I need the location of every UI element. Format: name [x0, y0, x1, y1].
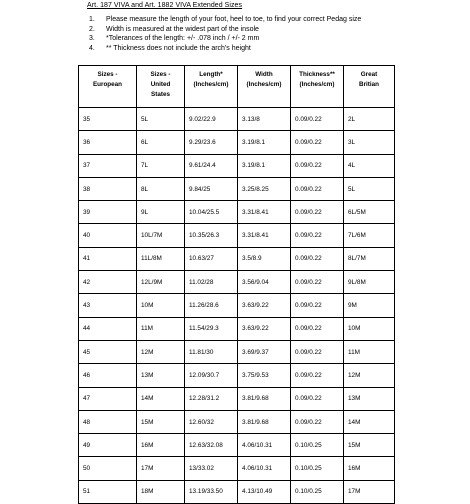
cell-sizes-european: 41: [79, 247, 137, 270]
cell-width: 3.63/9.22: [238, 294, 291, 317]
cell-length: 11.02/28: [185, 271, 238, 294]
cell-great-britian: 15M: [344, 434, 395, 457]
cell-thickness: 0.09/0.22: [291, 271, 344, 294]
table-row: [79, 340, 395, 363]
instruction-number: 1.: [89, 16, 95, 23]
cell-sizes-united-states: 16M: [137, 434, 185, 457]
cell-width: 4.13/10.49: [238, 480, 291, 503]
instruction-number: 3.: [89, 35, 95, 43]
cell-sizes-european: 45: [79, 340, 137, 363]
cell-sizes-european: 42: [79, 271, 137, 294]
cell-sizes-united-states: 10M: [137, 294, 185, 317]
cell-thickness: 0.09/0.22: [291, 131, 344, 154]
cell-sizes-european: 35: [79, 108, 137, 131]
cell-sizes-united-states: 18M: [137, 480, 185, 503]
cell-sizes-european: 50: [79, 457, 137, 480]
instruction-text: ** Thickness does not include the arch's height: [106, 44, 251, 52]
cell-length: 11.54/29.3: [185, 317, 238, 340]
cell-great-britian: 3L: [344, 131, 395, 154]
cell-sizes-european: 40: [79, 224, 137, 247]
cell-length: 10.63/27: [185, 247, 238, 270]
cell-thickness: 0.09/0.22: [291, 364, 344, 387]
cell-sizes-united-states: 15M: [137, 410, 185, 433]
cell-length: 12.28/31.2: [185, 387, 238, 410]
cell-sizes-united-states: 14M: [137, 387, 185, 410]
column-header-sizes-united-states: [137, 66, 185, 108]
cell-length: 10.04/25.5: [185, 201, 238, 224]
cell-sizes-united-states: 5L: [137, 108, 185, 131]
instruction-number: 4.: [89, 44, 95, 52]
table-row: [79, 387, 395, 410]
table-row: [79, 434, 395, 457]
column-header-thickness: [291, 66, 344, 108]
cell-width: 4.06/10.31: [238, 457, 291, 480]
cell-thickness: 0.10/0.25: [291, 457, 344, 480]
cell-sizes-european: 44: [79, 317, 137, 340]
cell-sizes-united-states: 8L: [137, 177, 185, 200]
table-row: [79, 410, 395, 433]
cell-sizes-european: 39: [79, 201, 137, 224]
cell-length: 9.02/22.9: [185, 108, 238, 131]
header-text: (Inches/cm): [246, 81, 282, 88]
cell-thickness: 0.09/0.22: [291, 224, 344, 247]
column-header-great-britian: [344, 66, 395, 108]
table-row: [79, 247, 395, 270]
cell-sizes-united-states: 17M: [137, 457, 185, 480]
cell-thickness: 0.09/0.22: [291, 108, 344, 131]
cell-thickness: 0.09/0.22: [291, 201, 344, 224]
table-row: [79, 364, 395, 387]
instruction-item: [89, 44, 361, 54]
cell-length: 9.61/24.4: [185, 154, 238, 177]
cell-great-britian: 17M: [344, 480, 395, 503]
table-row: [79, 317, 395, 340]
cell-sizes-united-states: 12M: [137, 340, 185, 363]
cell-great-britian: 7L/6M: [344, 224, 395, 247]
header-text: United: [150, 81, 171, 88]
cell-width: 3.75/9.53: [238, 364, 291, 387]
cell-length: 9.84/25: [185, 177, 238, 200]
document-title: Art. 187 VIVA and Art. 1882 VIVA Extended Sizes: [87, 2, 243, 9]
cell-sizes-european: 36: [79, 131, 137, 154]
cell-width: 3.63/9.22: [238, 317, 291, 340]
header-text: Great: [360, 71, 378, 78]
table-row: [79, 480, 395, 503]
cell-length: 12.09/30.7: [185, 364, 238, 387]
header-text: European: [92, 81, 123, 88]
instruction-number: 2.: [89, 25, 95, 33]
cell-sizes-united-states: 10L/7M: [137, 224, 185, 247]
cell-sizes-united-states: 6L: [137, 131, 185, 154]
table-row: [79, 177, 395, 200]
column-header-length: [185, 66, 238, 108]
cell-thickness: 0.10/0.25: [291, 480, 344, 503]
cell-length: 13/33.02: [185, 457, 238, 480]
cell-width: 3.25/8.25: [238, 177, 291, 200]
instruction-text: Width is measured at the widest part of the insole: [106, 25, 259, 33]
cell-width: 3.19/8.1: [238, 154, 291, 177]
table-body: [79, 108, 395, 504]
cell-great-britian: 6L/5M: [344, 201, 395, 224]
size-chart-table: [78, 65, 395, 504]
cell-sizes-european: 37: [79, 154, 137, 177]
instruction-text: *Tolerances of the length: +/- .078 inch / +/- 2 mm: [106, 35, 260, 43]
cell-sizes-european: 46: [79, 364, 137, 387]
table-row: [79, 271, 395, 294]
cell-width: 3.56/9.04: [238, 271, 291, 294]
cell-length: 11.81/30: [185, 340, 238, 363]
header-text: (Inches/cm): [299, 81, 335, 88]
cell-great-britian: 10M: [344, 317, 395, 340]
instruction-item: [89, 15, 361, 25]
cell-great-britian: 9M: [344, 294, 395, 317]
table-row: [79, 108, 395, 131]
cell-great-britian: 5L: [344, 177, 395, 200]
cell-width: 3.31/8.41: [238, 201, 291, 224]
cell-thickness: 0.09/0.22: [291, 387, 344, 410]
cell-sizes-united-states: 13M: [137, 364, 185, 387]
table-header-row: [79, 66, 395, 108]
cell-great-britian: 9L/8M: [344, 271, 395, 294]
cell-thickness: 0.09/0.22: [291, 340, 344, 363]
cell-sizes-european: 51: [79, 480, 137, 503]
header-text: Width: [255, 71, 273, 78]
cell-width: 4.06/10.31: [238, 434, 291, 457]
cell-sizes-united-states: 12L/9M: [137, 271, 185, 294]
table-row: [79, 131, 395, 154]
cell-sizes-european: 48: [79, 410, 137, 433]
cell-great-britian: 14M: [344, 410, 395, 433]
cell-width: 3.19/8.1: [238, 131, 291, 154]
table-row: [79, 201, 395, 224]
cell-thickness: 0.09/0.22: [291, 177, 344, 200]
column-header-width: [238, 66, 291, 108]
cell-great-britian: 13M: [344, 387, 395, 410]
header-text: Length*: [199, 71, 223, 78]
cell-sizes-united-states: 7L: [137, 154, 185, 177]
instruction-item: [89, 25, 361, 35]
instructions-list: [89, 15, 361, 53]
header-text: Britian: [359, 81, 379, 88]
cell-thickness: 0.09/0.22: [291, 294, 344, 317]
cell-thickness: 0.09/0.22: [291, 154, 344, 177]
cell-width: 3.5/8.9: [238, 247, 291, 270]
instruction-text: Please measure the length of your foot, heel to toe, to find your correct Pedag size: [106, 16, 362, 23]
cell-length: 12.60/32: [185, 410, 238, 433]
cell-sizes-united-states: 11L/8M: [137, 247, 185, 270]
cell-sizes-united-states: 9L: [137, 201, 185, 224]
cell-great-britian: 12M: [344, 364, 395, 387]
header-text: Sizes -: [150, 71, 171, 78]
cell-sizes-united-states: 11M: [137, 317, 185, 340]
table-row: [79, 294, 395, 317]
cell-thickness: 0.09/0.22: [291, 247, 344, 270]
header-text: (Inches/cm): [193, 81, 229, 88]
cell-width: 3.69/9.37: [238, 340, 291, 363]
header-text: States: [151, 91, 170, 98]
cell-length: 11.26/28.6: [185, 294, 238, 317]
cell-sizes-european: 43: [79, 294, 137, 317]
cell-width: 3.81/9.68: [238, 410, 291, 433]
instruction-item: [89, 34, 361, 44]
cell-length: 12.63/32.08: [185, 434, 238, 457]
header-text: Thickness**: [299, 71, 335, 78]
cell-great-britian: 4L: [344, 154, 395, 177]
cell-thickness: 0.09/0.22: [291, 317, 344, 340]
cell-thickness: 0.10/0.25: [291, 434, 344, 457]
cell-great-britian: 2L: [344, 108, 395, 131]
cell-sizes-european: 49: [79, 434, 137, 457]
table-row: [79, 154, 395, 177]
cell-great-britian: 11M: [344, 340, 395, 363]
column-header-sizes-european: [79, 66, 137, 108]
cell-great-britian: 8L/7M: [344, 247, 395, 270]
table-row: [79, 224, 395, 247]
cell-great-britian: 16M: [344, 457, 395, 480]
cell-sizes-european: 47: [79, 387, 137, 410]
header-text: Sizes -: [97, 71, 118, 78]
cell-sizes-european: 38: [79, 177, 137, 200]
cell-length: 10.35/26.3: [185, 224, 238, 247]
cell-thickness: 0.09/0.22: [291, 410, 344, 433]
cell-length: 9.29/23.6: [185, 131, 238, 154]
cell-width: 3.13/8: [238, 108, 291, 131]
cell-width: 3.31/8.41: [238, 224, 291, 247]
table-row: [79, 457, 395, 480]
cell-width: 3.81/9.68: [238, 387, 291, 410]
cell-length: 13.19/33.50: [185, 480, 238, 503]
